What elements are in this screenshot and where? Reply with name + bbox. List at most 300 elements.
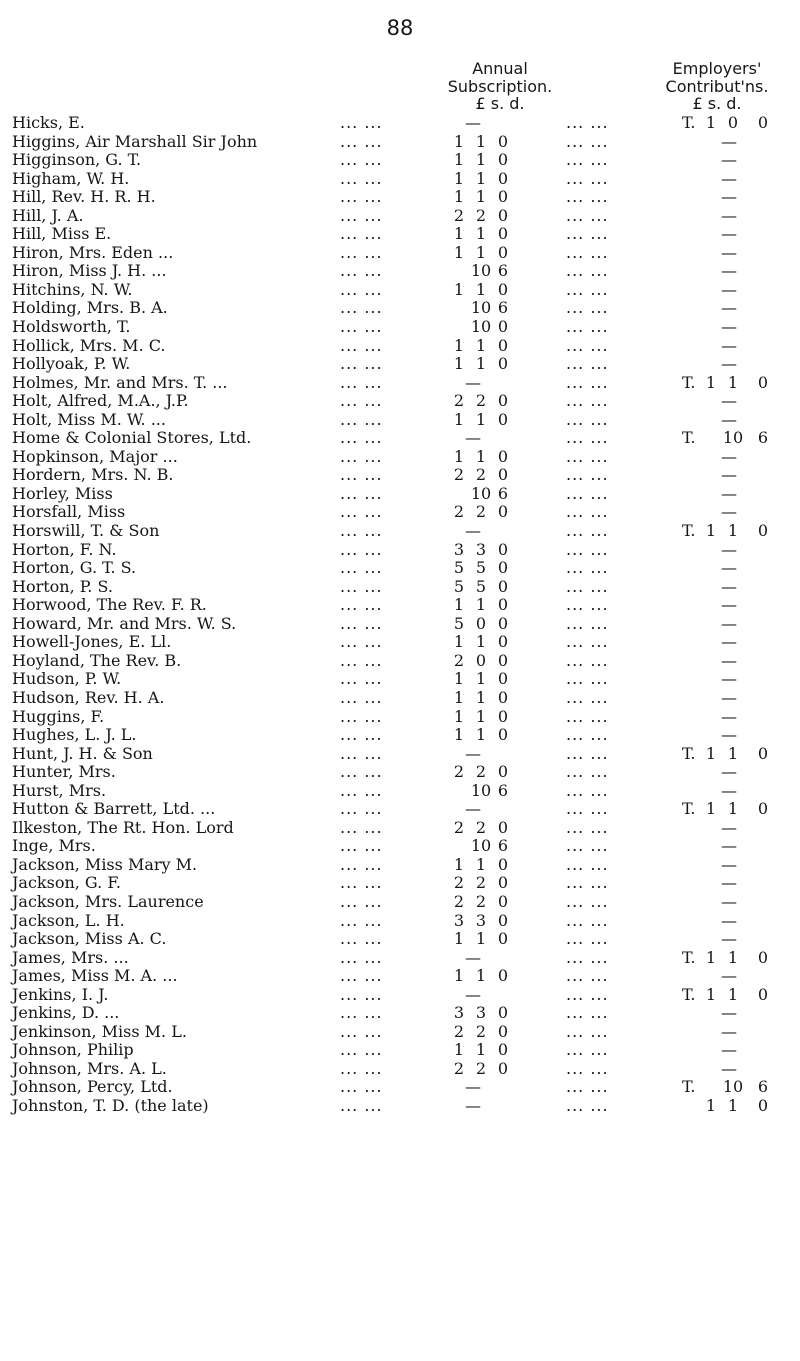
subscription-pence: 6 — [497, 261, 509, 281]
leader-dots: ... ... — [340, 168, 383, 188]
subscription-pounds: 1 — [453, 131, 465, 151]
subscription-pence: 0 — [497, 1040, 509, 1060]
leader-dots: ... ... — [340, 595, 383, 615]
leader-dots: ... ... — [340, 539, 383, 559]
leader-dots: ... ... — [566, 150, 609, 170]
leader-dots: ... ... — [340, 483, 383, 503]
leader-dots: ... ... — [340, 891, 383, 911]
subscription-pounds: 1 — [453, 168, 465, 188]
employers-dash: — — [721, 576, 737, 596]
table-row — [0, 856, 800, 875]
leader-dots: ... ... — [566, 595, 609, 615]
leader-dots: ... ... — [340, 502, 383, 522]
table-row — [0, 541, 800, 560]
subscription-shillings: 1 — [475, 687, 487, 707]
leader-dots: ... ... — [566, 428, 609, 448]
subscription-shillings: 2 — [475, 391, 487, 411]
table-row — [0, 151, 800, 170]
leader-dots: ... ... — [566, 113, 609, 132]
employers-pence: 0 — [757, 799, 769, 819]
employers-shillings: 10 — [722, 428, 744, 448]
subscription-pounds: 1 — [453, 929, 465, 949]
employers-dash: — — [721, 391, 737, 411]
leader-dots: ... ... — [340, 966, 383, 986]
table-row — [0, 374, 800, 393]
employers-dash: — — [721, 762, 737, 782]
subscriber-name: Holt, Miss M. W. ... — [12, 409, 166, 429]
employers-dash: — — [721, 854, 737, 874]
subscription-header — [400, 60, 600, 113]
leader-dots: ... ... — [566, 1003, 609, 1023]
employers-t-marker: T. — [682, 799, 696, 819]
leader-dots: ... ... — [340, 150, 383, 170]
employers-dash: — — [721, 891, 737, 911]
leader-dots: ... ... — [340, 354, 383, 374]
subscription-shillings: 10 — [470, 836, 492, 856]
table-row — [0, 299, 800, 318]
employers-header-line1: Employers' — [672, 59, 762, 78]
subscriber-name: Higginson, G. T. — [12, 150, 142, 170]
subscriber-name: Johnson, Percy, Ltd. — [12, 1077, 173, 1097]
subscription-pounds: 5 — [453, 558, 465, 578]
subscription-shillings: 1 — [475, 335, 487, 355]
employers-shillings: 1 — [727, 947, 739, 967]
subscriber-name: Hoyland, The Rev. B. — [12, 650, 182, 670]
subscriber-name: Hitchins, N. W. — [12, 279, 133, 299]
leader-dots: ... ... — [340, 409, 383, 429]
subscriber-name: Hiron, Miss J. H. ... — [12, 261, 167, 281]
leader-dots: ... ... — [340, 428, 383, 448]
table-row — [0, 225, 800, 244]
subscription-shillings: 10 — [470, 261, 492, 281]
leader-dots: ... ... — [340, 521, 383, 541]
subscriber-name: Hordern, Mrs. N. B. — [12, 465, 174, 485]
subscription-pounds: 5 — [453, 613, 465, 633]
subscription-pounds: 1 — [453, 335, 465, 355]
employers-pence: 0 — [757, 1095, 769, 1115]
subscription-pounds: 2 — [453, 391, 465, 411]
leader-dots: ... ... — [566, 558, 609, 578]
leader-dots: ... ... — [566, 891, 609, 911]
subscription-pence: 0 — [497, 650, 509, 670]
leader-dots: ... ... — [566, 966, 609, 986]
table-row — [0, 188, 800, 207]
subscriber-name: Higgins, Air Marshall Sir John — [12, 131, 258, 151]
subscriber-name: Jackson, Mrs. Laurence — [12, 891, 204, 911]
subscription-pounds: 1 — [453, 966, 465, 986]
subscription-shillings: 2 — [475, 1021, 487, 1041]
subscriber-name: Hicks, E. — [12, 113, 85, 132]
subscriber-name: Horwood, The Rev. F. R. — [12, 595, 207, 615]
subscription-pence: 0 — [497, 1021, 509, 1041]
leader-dots: ... ... — [566, 539, 609, 559]
subscription-shillings: 3 — [475, 1003, 487, 1023]
leader-dots: ... ... — [566, 762, 609, 782]
subscription-shillings: 1 — [475, 669, 487, 689]
subscriber-name: Holt, Alfred, M.A., J.P. — [12, 391, 189, 411]
leader-dots: ... ... — [566, 1058, 609, 1078]
leader-dots: ... ... — [340, 910, 383, 930]
subscription-pounds: 1 — [453, 446, 465, 466]
subscription-pounds: 2 — [453, 891, 465, 911]
employers-t-marker: T. — [682, 984, 696, 1004]
table-row — [0, 1041, 800, 1060]
subscription-header-line1: Annual — [472, 59, 528, 78]
subscription-pounds: 1 — [453, 242, 465, 262]
leader-dots: ... ... — [340, 1003, 383, 1023]
subscription-pounds: 2 — [453, 873, 465, 893]
employers-shillings: 0 — [727, 113, 739, 132]
subscriber-name: Huggins, F. — [12, 706, 105, 726]
subscription-shillings: 1 — [475, 150, 487, 170]
subscriber-name: Horton, P. S. — [12, 576, 113, 596]
subscription-shillings: 10 — [470, 483, 492, 503]
employers-dash: — — [721, 187, 737, 207]
subscriber-name: Jackson, G. F. — [12, 873, 122, 893]
employers-dash: — — [721, 131, 737, 151]
subscription-pounds: 1 — [453, 150, 465, 170]
subscription-shillings: 1 — [475, 242, 487, 262]
leader-dots: ... ... — [340, 743, 383, 763]
leader-dots: ... ... — [566, 799, 609, 819]
subscriber-name: Hunter, Mrs. — [12, 762, 116, 782]
subscription-pounds: 1 — [453, 687, 465, 707]
leader-dots: ... ... — [566, 317, 609, 337]
leader-dots: ... ... — [566, 187, 609, 207]
subscription-pence: 0 — [497, 131, 509, 151]
subscription-dash: — — [465, 743, 481, 763]
subscription-dash: — — [465, 1095, 481, 1115]
leader-dots: ... ... — [566, 613, 609, 633]
subscription-pence: 0 — [497, 335, 509, 355]
subscription-pence: 0 — [497, 1003, 509, 1023]
employers-dash: — — [721, 502, 737, 522]
employers-t-marker: T. — [682, 428, 696, 448]
subscriber-name: Jenkins, I. J. — [12, 984, 109, 1004]
subscriber-name: Hollick, Mrs. M. C. — [12, 335, 166, 355]
table-row — [0, 819, 800, 838]
leader-dots: ... ... — [340, 873, 383, 893]
subscriber-name: Howell-Jones, E. Ll. — [12, 632, 172, 652]
employers-pounds: 1 — [705, 1095, 717, 1115]
subscription-shillings: 5 — [475, 576, 487, 596]
subscription-shillings: 3 — [475, 910, 487, 930]
subscription-pounds: 1 — [453, 595, 465, 615]
leader-dots: ... ... — [340, 1077, 383, 1097]
employers-dash: — — [721, 836, 737, 856]
employers-t-marker: T. — [682, 113, 696, 132]
leader-dots: ... ... — [566, 279, 609, 299]
employers-header-units: £ s. d. — [692, 94, 742, 113]
subscription-dash: — — [465, 428, 481, 448]
leader-dots: ... ... — [340, 372, 383, 392]
subscription-pence: 0 — [497, 854, 509, 874]
leader-dots: ... ... — [340, 465, 383, 485]
employers-pounds: 1 — [705, 799, 717, 819]
subscription-dash: — — [465, 1077, 481, 1097]
table-row — [0, 986, 800, 1005]
employers-t-marker: T. — [682, 947, 696, 967]
subscription-header-line2: Subscription. — [447, 76, 553, 96]
leader-dots: ... ... — [566, 1021, 609, 1041]
leader-dots: ... ... — [566, 354, 609, 374]
leader-dots: ... ... — [566, 687, 609, 707]
employers-dash: — — [721, 224, 737, 244]
table-row — [0, 281, 800, 300]
table-row — [0, 652, 800, 671]
leader-dots: ... ... — [566, 446, 609, 466]
leader-dots: ... ... — [340, 947, 383, 967]
subscription-shillings: 2 — [475, 1058, 487, 1078]
page-number: 88 — [386, 16, 414, 40]
leader-dots: ... ... — [340, 391, 383, 411]
subscription-shillings: 2 — [475, 205, 487, 225]
employers-pounds: 1 — [705, 113, 717, 132]
subscriber-name: Hiron, Mrs. Eden ... — [12, 242, 174, 262]
employers-dash: — — [721, 1058, 737, 1078]
subscription-pounds: 2 — [453, 650, 465, 670]
leader-dots: ... ... — [566, 669, 609, 689]
leader-dots: ... ... — [566, 242, 609, 262]
subscriber-name: Hill, Rev. H. R. H. — [12, 187, 156, 207]
subscription-pounds: 1 — [453, 706, 465, 726]
subscription-pence: 0 — [497, 891, 509, 911]
leader-dots: ... ... — [566, 780, 609, 800]
subscription-pence: 0 — [497, 1058, 509, 1078]
leader-dots: ... ... — [340, 558, 383, 578]
subscription-pounds: 2 — [453, 465, 465, 485]
employers-dash: — — [721, 725, 737, 745]
table-row — [0, 1060, 800, 1079]
subscription-pence: 0 — [497, 409, 509, 429]
subscription-shillings: 1 — [475, 929, 487, 949]
leader-dots: ... ... — [566, 576, 609, 596]
leader-dots: ... ... — [340, 984, 383, 1004]
leader-dots: ... ... — [340, 1095, 383, 1115]
subscription-dash: — — [465, 521, 481, 541]
employers-header-line2: Contribut'ns. — [665, 76, 769, 96]
subscriber-name: Hunt, J. H. & Son — [12, 743, 153, 763]
subscription-pounds: 1 — [453, 632, 465, 652]
leader-dots: ... ... — [340, 205, 383, 225]
subscription-pence: 0 — [497, 317, 509, 337]
table-row — [0, 466, 800, 485]
employers-dash: — — [721, 465, 737, 485]
subscriber-name: Jenkinson, Miss M. L. — [12, 1021, 187, 1041]
employers-dash: — — [721, 650, 737, 670]
employers-dash: — — [721, 817, 737, 837]
leader-dots: ... ... — [340, 576, 383, 596]
subscription-shillings: 1 — [475, 354, 487, 374]
subscription-shillings: 0 — [475, 650, 487, 670]
subscription-header-units: £ s. d. — [475, 94, 525, 113]
employers-dash: — — [721, 279, 737, 299]
table-row — [0, 930, 800, 949]
leader-dots: ... ... — [340, 929, 383, 949]
subscription-pence: 0 — [497, 502, 509, 522]
subscriber-name: Howard, Mr. and Mrs. W. S. — [12, 613, 237, 633]
employers-pence: 6 — [757, 1077, 769, 1097]
leader-dots: ... ... — [340, 780, 383, 800]
table-row — [0, 262, 800, 281]
subscription-shillings: 1 — [475, 966, 487, 986]
table-row — [0, 207, 800, 226]
subscriber-name: Jackson, Miss Mary M. — [12, 854, 198, 874]
employers-pence: 0 — [757, 372, 769, 392]
leader-dots: ... ... — [566, 650, 609, 670]
leader-dots: ... ... — [566, 947, 609, 967]
subscription-shillings: 1 — [475, 131, 487, 151]
subscription-pence: 0 — [497, 205, 509, 225]
table-row — [0, 318, 800, 337]
employers-dash: — — [721, 1021, 737, 1041]
subscriber-name: Johnson, Mrs. A. L. — [12, 1058, 167, 1078]
table-row — [0, 429, 800, 448]
employers-dash: — — [721, 632, 737, 652]
subscription-pence: 0 — [497, 279, 509, 299]
leader-dots: ... ... — [566, 1095, 609, 1115]
leader-dots: ... ... — [340, 317, 383, 337]
table-row — [0, 596, 800, 615]
employers-dash: — — [721, 335, 737, 355]
subscriber-name: Hurst, Mrs. — [12, 780, 107, 800]
table-row — [0, 615, 800, 634]
subscriber-name: Hudson, Rev. H. A. — [12, 687, 165, 707]
leader-dots: ... ... — [340, 1021, 383, 1041]
subscription-pence: 0 — [497, 576, 509, 596]
table-row — [0, 559, 800, 578]
subscription-pounds: 1 — [453, 725, 465, 745]
subscription-shillings: 1 — [475, 595, 487, 615]
leader-dots: ... ... — [340, 187, 383, 207]
subscription-shillings: 2 — [475, 465, 487, 485]
leader-dots: ... ... — [566, 465, 609, 485]
employers-shillings: 1 — [727, 521, 739, 541]
leader-dots: ... ... — [566, 910, 609, 930]
leader-dots: ... ... — [566, 817, 609, 837]
table-row — [0, 337, 800, 356]
leader-dots: ... ... — [566, 391, 609, 411]
subscription-pence: 0 — [497, 391, 509, 411]
employers-t-marker: T. — [682, 521, 696, 541]
employers-dash: — — [721, 317, 737, 337]
subscriber-name: Hollyoak, P. W. — [12, 354, 131, 374]
leader-dots: ... ... — [340, 762, 383, 782]
employers-dash: — — [721, 669, 737, 689]
employers-dash: — — [721, 910, 737, 930]
subscriber-name: Hill, J. A. — [12, 205, 84, 225]
leader-dots: ... ... — [566, 1077, 609, 1097]
employers-header — [632, 60, 800, 113]
subscription-pence: 0 — [497, 725, 509, 745]
subscription-pounds: 2 — [453, 817, 465, 837]
table-row — [0, 782, 800, 801]
leader-dots: ... ... — [340, 799, 383, 819]
employers-dash: — — [721, 873, 737, 893]
subscription-pence: 0 — [497, 966, 509, 986]
subscription-shillings: 1 — [475, 187, 487, 207]
employers-pounds: 1 — [705, 743, 717, 763]
subscription-dash: — — [465, 372, 481, 392]
subscription-shillings: 10 — [470, 298, 492, 318]
subscription-pence: 0 — [497, 613, 509, 633]
table-row — [0, 448, 800, 467]
leader-dots: ... ... — [566, 743, 609, 763]
employers-dash: — — [721, 539, 737, 559]
leader-dots: ... ... — [340, 242, 383, 262]
subscription-shillings: 1 — [475, 279, 487, 299]
leader-dots: ... ... — [340, 687, 383, 707]
subscriber-name: Inge, Mrs. — [12, 836, 96, 856]
subscription-pence: 0 — [497, 558, 509, 578]
subscription-dash: — — [465, 113, 481, 132]
subscription-shillings: 1 — [475, 168, 487, 188]
employers-t-marker: T. — [682, 1077, 696, 1097]
employers-shillings: 1 — [727, 1095, 739, 1115]
table-row — [0, 392, 800, 411]
leader-dots: ... ... — [566, 483, 609, 503]
subscriber-name: Horton, F. N. — [12, 539, 117, 559]
leader-dots: ... ... — [340, 1058, 383, 1078]
employers-dash: — — [721, 780, 737, 800]
table-row — [0, 763, 800, 782]
table-row — [0, 133, 800, 152]
subscription-pence: 0 — [497, 354, 509, 374]
employers-shillings: 10 — [722, 1077, 744, 1097]
subscription-pounds: 2 — [453, 762, 465, 782]
subscription-shillings: 3 — [475, 539, 487, 559]
subscription-pence: 6 — [497, 836, 509, 856]
leader-dots: ... ... — [340, 836, 383, 856]
subscription-pounds: 1 — [453, 279, 465, 299]
employers-shillings: 1 — [727, 743, 739, 763]
employers-pence: 0 — [757, 521, 769, 541]
employers-dash: — — [721, 298, 737, 318]
subscriber-name: Horley, Miss — [12, 483, 113, 503]
employers-dash: — — [721, 929, 737, 949]
subscription-pounds: 1 — [453, 1040, 465, 1060]
employers-shillings: 1 — [727, 984, 739, 1004]
subscription-pence: 0 — [497, 150, 509, 170]
subscription-pounds: 2 — [453, 502, 465, 522]
leader-dots: ... ... — [566, 854, 609, 874]
subscription-dash: — — [465, 984, 481, 1004]
employers-shillings: 1 — [727, 799, 739, 819]
employers-dash: — — [721, 483, 737, 503]
table-row — [0, 633, 800, 652]
table-row — [0, 578, 800, 597]
leader-dots: ... ... — [566, 725, 609, 745]
employers-pounds: 1 — [705, 947, 717, 967]
table-row — [0, 1078, 800, 1097]
subscriber-name: James, Mrs. ... — [12, 947, 129, 967]
leader-dots: ... ... — [566, 1040, 609, 1060]
employers-dash: — — [721, 613, 737, 633]
leader-dots: ... ... — [340, 669, 383, 689]
leader-dots: ... ... — [340, 131, 383, 151]
subscription-pence: 6 — [497, 780, 509, 800]
leader-dots: ... ... — [566, 836, 609, 856]
leader-dots: ... ... — [340, 817, 383, 837]
employers-dash: — — [721, 150, 737, 170]
leader-dots: ... ... — [566, 261, 609, 281]
table-row — [0, 689, 800, 708]
subscriber-name: Hudson, P. W. — [12, 669, 122, 689]
subscription-pence: 0 — [497, 669, 509, 689]
employers-dash: — — [721, 242, 737, 262]
employers-t-marker: T. — [682, 743, 696, 763]
table-row — [0, 411, 800, 430]
